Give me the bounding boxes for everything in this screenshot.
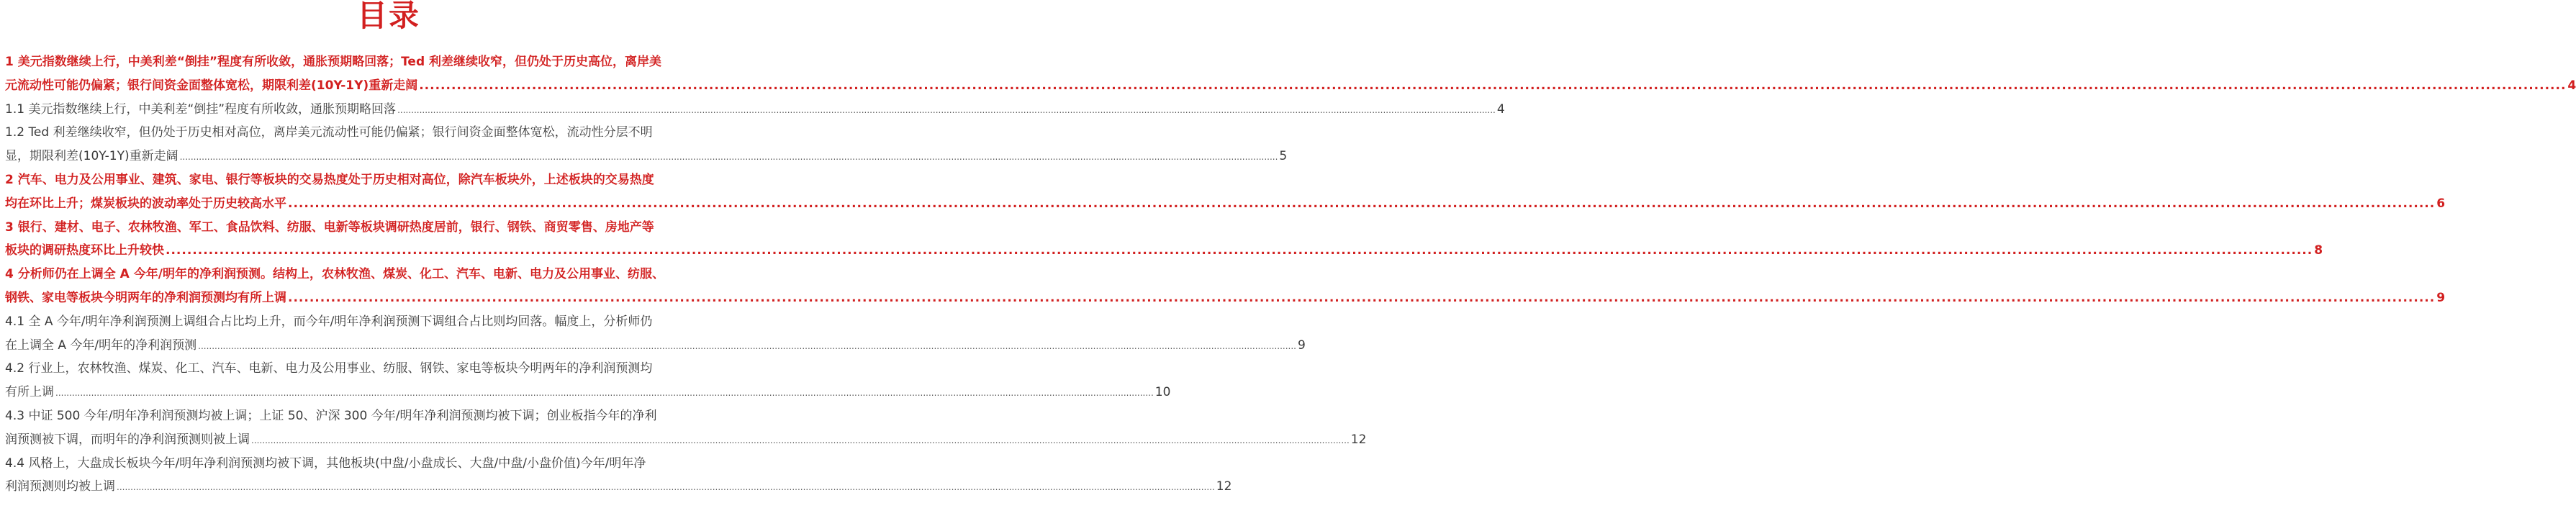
toc-entry[interactable]	[5, 357, 1171, 404]
toc-entry-line	[5, 216, 772, 240]
toc-entry-text: 4 分析师仍在上调全 A 今年/明年的净利润预测。结构上，农林牧渔、煤炭、化工、汽车、电新、电力及公用事业、纺服、	[5, 267, 664, 282]
toc-entry-line	[5, 404, 772, 428]
toc-entry-text: 显，期限利差(10Y-1Y)重新走阔	[5, 149, 178, 164]
toc-entry-text: 4.2 行业上，农林牧渔、煤炭、化工、汽车、电新、电力及公用事业、纺服、钢铁、家电等板块今明两年的净利润预测均	[5, 361, 653, 376]
toc-page-number: 12	[1350, 432, 1367, 447]
toc-entry-line	[5, 98, 1505, 122]
toc-entry-line	[5, 381, 1171, 404]
dot-leader: ................................................................................................................................................................................................................................................................................................................................................................................................................	[288, 196, 2436, 211]
toc-entry-text: 润预测被下调，而明年的净利润预测则被上调	[5, 432, 250, 447]
toc-entry-text: 4.3 中证 500 今年/明年净利润预测均被上调；上证 50、沪深 300 今年/明年净利润预测均被下调；创业板指今年的净利	[5, 408, 657, 423]
toc-page-number: 4	[2567, 78, 2576, 93]
toc-entry-line	[5, 263, 772, 286]
toc-page-number: 4	[1496, 101, 1505, 117]
dot-leader: ................................................................................................................................................................................................................................................................................................................................................................................................................	[198, 340, 1296, 351]
dot-leader: ................................................................................................................................................................................................................................................................................................................................................................................................................	[179, 152, 1278, 163]
toc-entry-line	[5, 50, 772, 74]
toc-page-number: 10	[1154, 385, 1171, 400]
toc-entry-line	[5, 428, 1367, 452]
toc-entry-line	[5, 334, 1306, 358]
toc-entry-text: 利润预测则均被上调	[5, 479, 115, 494]
page-title: 目录	[356, 0, 420, 33]
toc-entry[interactable]	[5, 310, 1306, 358]
toc-entry-text: 4.4 风格上，大盘成长板块今年/明年净利润预测均被下调，其他板块(中盘/小盘成长、大盘/中盘/小盘价值)今年/明年净	[5, 456, 646, 471]
dot-leader: ................................................................................................................................................................................................................................................................................................................................................................................................................	[55, 388, 1154, 399]
toc-entry[interactable]	[5, 168, 2446, 216]
toc-entry[interactable]	[5, 216, 2323, 263]
toc-entry[interactable]	[5, 121, 1288, 168]
dot-leader: ................................................................................................................................................................................................................................................................................................................................................................................................................	[397, 104, 1496, 115]
toc-entry-text: 在上调全 A 今年/明年的净利润预测	[5, 337, 197, 353]
dot-leader: ................................................................................................................................................................................................................................................................................................................................................................................................................	[251, 435, 1350, 445]
toc-entry-text: 1 美元指数继续上行，中美利差“倒挂”程度有所收敛，通胀预期略回落；Ted 利差继续收窄，但仍处于历史高位，离岸美	[5, 55, 662, 69]
dot-leader: ................................................................................................................................................................................................................................................................................................................................................................................................................	[117, 482, 1215, 493]
toc-entry[interactable]	[5, 263, 2446, 310]
toc-entry-line	[5, 310, 772, 334]
toc-entry[interactable]	[5, 98, 1505, 122]
dot-leader: ................................................................................................................................................................................................................................................................................................................................................................................................................	[288, 290, 2436, 305]
toc-entry-text: 2 汽车、电力及公用事业、建筑、家电、银行等板块的交易热度处于历史相对高位，除汽车板块外，上述板块的交易热度	[5, 172, 654, 187]
toc-page-number: 9	[2436, 290, 2446, 305]
toc-entry-text: 钢铁、家电等板块今明两年的净利润预测均有所上调	[5, 290, 286, 305]
toc-entry[interactable]	[5, 452, 1232, 499]
toc-entry-line	[5, 74, 2576, 98]
toc-entry-line	[5, 168, 772, 192]
toc-entry-line	[5, 357, 772, 381]
dot-leader: ................................................................................................................................................................................................................................................................................................................................................................................................................	[166, 243, 2313, 258]
toc-entry-text: 1.2 Ted 利差继续收窄，但仍处于历史相对高位，离岸美元流动性可能仍偏紧；银行间资金面整体宽松，流动性分层不明	[5, 125, 653, 140]
toc-entry[interactable]	[5, 404, 1367, 452]
toc-entry[interactable]	[5, 50, 2576, 98]
toc-page-number: 6	[2436, 196, 2446, 211]
toc-entry-line	[5, 192, 2446, 216]
toc-entry-line	[5, 475, 1232, 499]
table-of-contents	[5, 50, 2576, 499]
toc-page-number: 12	[1216, 479, 1232, 494]
toc-entry-line	[5, 145, 1288, 168]
toc-entry-line	[5, 452, 772, 476]
toc-page-number: 5	[1279, 149, 1288, 164]
toc-entry-line	[5, 239, 2323, 263]
toc-entry-text: 元流动性可能仍偏紧；银行间资金面整体宽松，期限利差(10Y-1Y)重新走阔	[5, 78, 418, 93]
dot-leader: ................................................................................................................................................................................................................................................................................................................................................................................................................	[419, 78, 2567, 93]
toc-page-number: 8	[2314, 243, 2323, 258]
toc-entry-line	[5, 286, 2446, 310]
toc-entry-text: 板块的调研热度环比上升较快	[5, 243, 164, 258]
toc-entry-text: 3 银行、建材、电子、农林牧渔、军工、食品饮料、纺服、电新等板块调研热度居前，银行、钢铁、商贸零售、房地产等	[5, 219, 654, 235]
toc-page-number: 9	[1297, 337, 1306, 353]
toc-entry-text: 4.1 全 A 今年/明年净利润预测上调组合占比均上升，而今年/明年净利润预测下调组合占比则均回落。幅度上，分析师仍	[5, 314, 653, 329]
toc-entry-text: 有所上调	[5, 385, 54, 400]
toc-entry-line	[5, 121, 772, 145]
toc-entry-text: 1.1 美元指数继续上行，中美利差“倒挂”程度有所收敛，通胀预期略回落	[5, 101, 397, 117]
toc-entry-text: 均在环比上升；煤炭板块的波动率处于历史较高水平	[5, 196, 286, 211]
